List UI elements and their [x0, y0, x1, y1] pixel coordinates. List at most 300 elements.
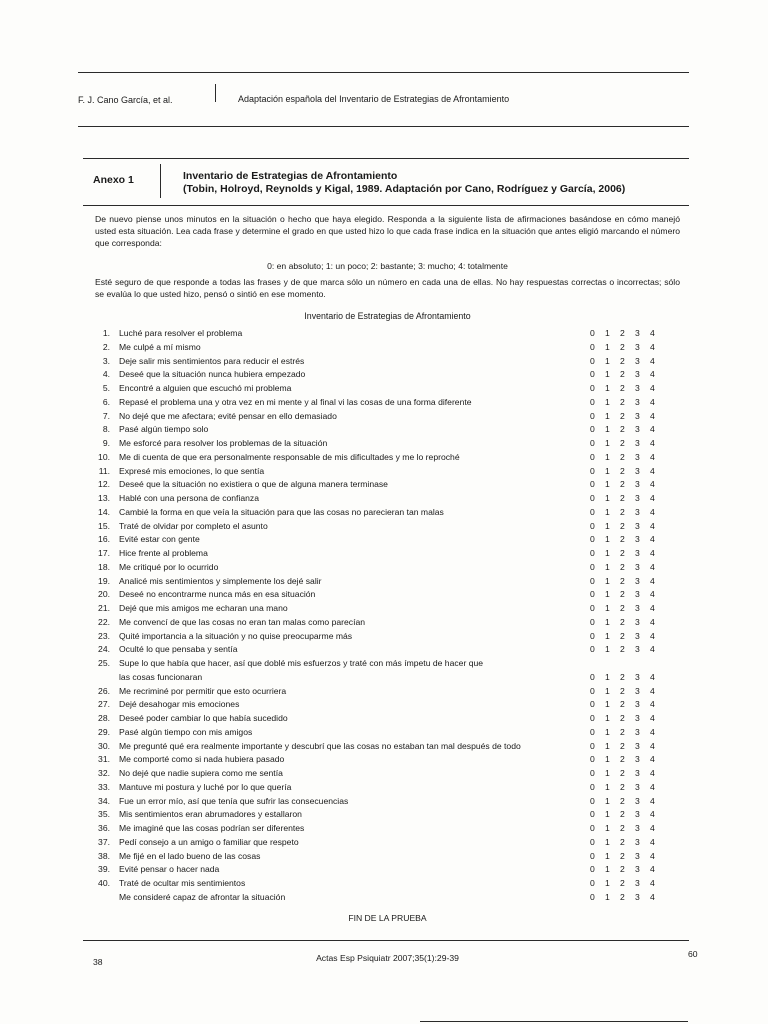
response-options[interactable]: [590, 631, 665, 641]
response-option-3[interactable]: 3: [635, 534, 640, 545]
response-option-2[interactable]: 2: [620, 850, 625, 861]
response-option-1[interactable]: 1: [605, 864, 610, 875]
response-option-3[interactable]: 3: [635, 479, 640, 490]
response-options[interactable]: [590, 768, 665, 778]
response-option-4[interactable]: 4: [650, 726, 655, 737]
response-option-1[interactable]: 1: [605, 699, 610, 710]
response-option-3[interactable]: 3: [635, 383, 640, 393]
item-text: Dejé desahogar mis emociones: [119, 699, 240, 710]
response-option-2[interactable]: 2: [620, 740, 625, 751]
response-option-2[interactable]: 2: [620, 781, 625, 792]
item-number: 23.: [98, 630, 110, 641]
response-options[interactable]: [590, 521, 665, 531]
item-text: Luché para resolver el problema: [119, 328, 243, 338]
response-option-2[interactable]: 2: [620, 878, 625, 888]
response-option-2[interactable]: 2: [620, 424, 625, 435]
response-option-3[interactable]: 3: [635, 795, 640, 806]
response-option-2[interactable]: 2: [620, 396, 625, 407]
response-option-1[interactable]: 1: [605, 341, 610, 352]
response-option-4[interactable]: 4: [650, 891, 655, 902]
response-option-3[interactable]: 3: [635, 644, 640, 655]
item-text: Hice frente al problema: [119, 548, 208, 558]
response-option-0[interactable]: 0: [590, 410, 595, 421]
response-option-0[interactable]: 0: [590, 754, 595, 765]
response-option-0[interactable]: 0: [590, 836, 595, 847]
response-option-0[interactable]: 0: [590, 424, 595, 435]
response-options[interactable]: [590, 878, 665, 888]
item-text: Me imaginé que las cosas podrían ser diferentes: [119, 823, 305, 833]
response-option-1[interactable]: 1: [605, 561, 610, 572]
response-option-3[interactable]: 3: [635, 850, 640, 861]
response-option-0[interactable]: 0: [590, 396, 595, 407]
response-option-0[interactable]: 0: [590, 506, 595, 517]
item-number: 34.: [98, 795, 110, 806]
response-option-4[interactable]: 4: [650, 355, 655, 366]
page-number-right: 60: [688, 949, 698, 959]
response-option-2[interactable]: 2: [620, 836, 625, 847]
response-options[interactable]: [590, 466, 665, 476]
response-option-2[interactable]: 2: [620, 891, 625, 902]
response-option-0[interactable]: 0: [590, 823, 595, 833]
response-option-1[interactable]: 1: [605, 809, 610, 820]
response-options[interactable]: [590, 837, 665, 847]
response-options[interactable]: [590, 644, 665, 654]
response-option-0[interactable]: 0: [590, 493, 595, 503]
response-option-0[interactable]: 0: [590, 713, 595, 723]
response-option-4[interactable]: 4: [650, 369, 655, 380]
response-option-2[interactable]: 2: [620, 575, 625, 586]
response-options[interactable]: [590, 851, 665, 861]
response-option-1[interactable]: 1: [605, 410, 610, 421]
response-option-0[interactable]: 0: [590, 671, 595, 682]
response-options[interactable]: [590, 548, 665, 558]
response-option-1[interactable]: 1: [605, 355, 610, 366]
response-option-2[interactable]: 2: [620, 383, 625, 393]
response-option-0[interactable]: 0: [590, 630, 595, 641]
annex-title-line2: (Tobin, Holroyd, Reynolds y Kigal, 1989. Adaptación por Cano, Rodríguez y García, 2006): [183, 183, 626, 195]
response-option-2[interactable]: 2: [620, 644, 625, 655]
response-option-3[interactable]: 3: [635, 864, 640, 875]
item-text: Quité importancia a la situación y no quise preocuparme más: [119, 630, 353, 641]
response-options[interactable]: [590, 782, 665, 792]
response-option-3[interactable]: 3: [635, 740, 640, 751]
item-text: No dejé que nadie supiera como me sentía: [119, 768, 283, 778]
response-option-0[interactable]: 0: [590, 740, 595, 751]
response-option-4[interactable]: 4: [650, 506, 655, 517]
response-option-0[interactable]: 0: [590, 369, 595, 380]
item-text: Hablé con una persona de confianza: [119, 493, 259, 503]
response-option-0[interactable]: 0: [590, 616, 595, 627]
response-option-4[interactable]: 4: [650, 534, 655, 545]
response-option-2[interactable]: 2: [620, 864, 625, 875]
response-options[interactable]: [590, 369, 665, 379]
response-option-3[interactable]: 3: [635, 836, 640, 847]
response-option-2[interactable]: 2: [620, 561, 625, 572]
response-option-2[interactable]: 2: [620, 479, 625, 490]
header-bottom-rule: [78, 126, 689, 127]
item-text: Pasé algún tiempo con mis amigos: [119, 726, 253, 737]
item-number: 19.: [98, 575, 110, 586]
response-option-0[interactable]: 0: [590, 534, 595, 545]
response-option-1[interactable]: 1: [605, 644, 610, 655]
response-option-4[interactable]: 4: [650, 699, 655, 710]
response-option-3[interactable]: 3: [635, 809, 640, 820]
response-options[interactable]: [590, 507, 665, 517]
response-option-1[interactable]: 1: [605, 369, 610, 380]
response-option-4[interactable]: 4: [650, 396, 655, 407]
response-option-3[interactable]: 3: [635, 616, 640, 627]
instructions-paragraph-1: De nuevo piense unos minutos en la situación o hecho que haya elegido. Responda a la siguiente lista de afirmaciones basándose en cómo manejó usted esta situación. Lea cada frase y determine el grado en que usted hizo lo que cada frase indica en la situación que antes eligió marcando el número que corresponda:: [95, 214, 680, 249]
response-option-0[interactable]: 0: [590, 341, 595, 352]
response-option-4[interactable]: 4: [650, 850, 655, 861]
item-number: 39.: [98, 864, 110, 875]
response-option-0[interactable]: 0: [590, 479, 595, 490]
response-option-0[interactable]: 0: [590, 589, 595, 600]
response-option-4[interactable]: 4: [650, 520, 655, 531]
response-option-3[interactable]: 3: [635, 438, 640, 448]
response-options[interactable]: [590, 754, 665, 764]
response-options[interactable]: [590, 383, 665, 393]
response-options[interactable]: [590, 493, 665, 503]
item-text: Expresé mis emociones, lo que sentía: [119, 465, 265, 476]
response-option-2[interactable]: 2: [620, 616, 625, 627]
item-number: 14.: [98, 506, 110, 517]
response-option-2[interactable]: 2: [620, 369, 625, 380]
response-option-2[interactable]: 2: [620, 823, 625, 833]
response-option-1[interactable]: 1: [605, 878, 610, 888]
response-option-2[interactable]: 2: [620, 671, 625, 682]
response-option-0[interactable]: 0: [590, 438, 595, 448]
response-option-1[interactable]: 1: [605, 383, 610, 393]
response-option-1[interactable]: 1: [605, 630, 610, 641]
response-option-4[interactable]: 4: [650, 878, 655, 888]
item-text: Supe lo que había que hacer, así que doblé mis esfuerzos y traté con más ímpetu de hacer que: [119, 658, 484, 668]
response-options[interactable]: [590, 603, 665, 613]
response-option-2[interactable]: 2: [620, 548, 625, 558]
item-number: 24.: [98, 644, 110, 655]
item-number: 20.: [98, 589, 110, 600]
response-option-4[interactable]: 4: [650, 616, 655, 627]
response-options[interactable]: [590, 589, 665, 599]
response-option-4[interactable]: 4: [650, 424, 655, 435]
item-text: Dejé que mis amigos me echaran una mano: [119, 603, 288, 613]
response-option-1[interactable]: 1: [605, 726, 610, 737]
response-option-3[interactable]: 3: [635, 465, 640, 476]
response-options[interactable]: [590, 864, 665, 874]
item-number: 13.: [98, 493, 110, 503]
response-option-2[interactable]: 2: [620, 451, 625, 462]
response-options[interactable]: [590, 617, 665, 627]
response-option-2[interactable]: 2: [620, 520, 625, 531]
response-option-1[interactable]: 1: [605, 603, 610, 613]
item-text: No dejé que me afectara; evité pensar en ello demasiado: [119, 410, 337, 421]
item-number: 32.: [98, 768, 110, 778]
response-option-1[interactable]: 1: [605, 754, 610, 765]
item-text: Traté de ocultar mis sentimientos: [119, 878, 246, 888]
response-option-2[interactable]: 2: [620, 726, 625, 737]
item-number: 16.: [98, 534, 110, 545]
response-option-1[interactable]: 1: [605, 465, 610, 476]
response-options[interactable]: [590, 411, 665, 421]
response-option-4[interactable]: 4: [650, 754, 655, 765]
response-option-0[interactable]: 0: [590, 575, 595, 586]
response-option-4[interactable]: 4: [650, 451, 655, 462]
response-options[interactable]: [590, 562, 665, 572]
response-option-3[interactable]: 3: [635, 726, 640, 737]
item-number: 1.: [102, 328, 110, 338]
response-options[interactable]: [590, 397, 665, 407]
response-option-1[interactable]: 1: [605, 685, 610, 696]
response-option-4[interactable]: 4: [650, 575, 655, 586]
response-option-3[interactable]: 3: [635, 520, 640, 531]
response-option-4[interactable]: 4: [650, 740, 655, 751]
response-option-0[interactable]: 0: [590, 548, 595, 558]
response-option-3[interactable]: 3: [635, 671, 640, 682]
response-option-2[interactable]: 2: [620, 809, 625, 820]
response-option-1[interactable]: 1: [605, 534, 610, 545]
response-option-0[interactable]: 0: [590, 864, 595, 875]
response-option-1[interactable]: 1: [605, 424, 610, 435]
response-option-1[interactable]: 1: [605, 713, 610, 723]
response-option-1[interactable]: 1: [605, 616, 610, 627]
response-option-4[interactable]: 4: [650, 410, 655, 421]
response-option-4[interactable]: 4: [650, 548, 655, 558]
annex-top-rule: [83, 158, 689, 159]
response-option-1[interactable]: 1: [605, 328, 610, 338]
response-options[interactable]: [590, 809, 665, 819]
response-options[interactable]: [590, 424, 665, 434]
response-option-2[interactable]: 2: [620, 589, 625, 600]
response-option-4[interactable]: 4: [650, 864, 655, 875]
response-option-1[interactable]: 1: [605, 850, 610, 861]
response-option-2[interactable]: 2: [620, 795, 625, 806]
response-option-4[interactable]: 4: [650, 438, 655, 448]
item-number: 15.: [98, 520, 110, 531]
response-options[interactable]: [590, 672, 665, 682]
response-option-0[interactable]: 0: [590, 726, 595, 737]
response-options[interactable]: [590, 823, 665, 833]
response-option-0[interactable]: 0: [590, 768, 595, 778]
response-option-0[interactable]: 0: [590, 603, 595, 613]
item-text: Me convencí de que las cosas no eran tan malas como parecían: [119, 616, 366, 627]
response-options[interactable]: [590, 438, 665, 448]
response-option-1[interactable]: 1: [605, 548, 610, 558]
item-number: 3.: [102, 355, 110, 366]
response-option-3[interactable]: 3: [635, 603, 640, 613]
response-option-3[interactable]: 3: [635, 369, 640, 380]
response-option-4[interactable]: 4: [650, 383, 655, 393]
response-option-4[interactable]: 4: [650, 465, 655, 476]
response-options[interactable]: [590, 452, 665, 462]
item-number: 29.: [98, 726, 110, 737]
response-option-1[interactable]: 1: [605, 795, 610, 806]
response-option-3[interactable]: 3: [635, 878, 640, 888]
response-option-3[interactable]: 3: [635, 355, 640, 366]
response-options[interactable]: [590, 727, 665, 737]
response-option-0[interactable]: 0: [590, 795, 595, 806]
response-option-0[interactable]: 0: [590, 685, 595, 696]
response-option-2[interactable]: 2: [620, 754, 625, 765]
running-head-author: F. J. Cano García, et al.: [78, 95, 173, 105]
response-option-3[interactable]: 3: [635, 891, 640, 902]
response-option-0[interactable]: 0: [590, 561, 595, 572]
response-option-3[interactable]: 3: [635, 589, 640, 600]
response-option-1[interactable]: 1: [605, 781, 610, 792]
response-option-0[interactable]: 0: [590, 809, 595, 820]
annex-bottom-rule: [83, 205, 689, 206]
response-option-4[interactable]: 4: [650, 671, 655, 682]
item-text: Me consideré capaz de afrontar la situación: [119, 891, 286, 902]
response-option-3[interactable]: 3: [635, 410, 640, 421]
response-option-1[interactable]: 1: [605, 506, 610, 517]
response-option-1[interactable]: 1: [605, 589, 610, 600]
response-option-0[interactable]: 0: [590, 520, 595, 531]
response-option-4[interactable]: 4: [650, 644, 655, 655]
response-option-3[interactable]: 3: [635, 548, 640, 558]
response-option-2[interactable]: 2: [620, 685, 625, 696]
item-number: 8.: [102, 424, 110, 435]
response-option-4[interactable]: 4: [650, 603, 655, 613]
response-option-3[interactable]: 3: [635, 575, 640, 586]
response-option-1[interactable]: 1: [605, 671, 610, 682]
response-option-2[interactable]: 2: [620, 493, 625, 503]
response-option-1[interactable]: 1: [605, 451, 610, 462]
annex-label: Anexo 1: [93, 174, 134, 186]
response-options[interactable]: [590, 328, 665, 338]
response-option-4[interactable]: 4: [650, 493, 655, 503]
response-option-0[interactable]: 0: [590, 878, 595, 888]
response-option-4[interactable]: 4: [650, 795, 655, 806]
response-option-2[interactable]: 2: [620, 341, 625, 352]
response-option-4[interactable]: 4: [650, 341, 655, 352]
item-text: Traté de olvidar por completo el asunto: [119, 520, 268, 531]
response-options[interactable]: [590, 892, 665, 902]
response-option-0[interactable]: 0: [590, 328, 595, 338]
response-option-4[interactable]: 4: [650, 479, 655, 490]
response-option-3[interactable]: 3: [635, 768, 640, 778]
response-option-2[interactable]: 2: [620, 465, 625, 476]
item-number: 4.: [102, 369, 110, 380]
response-option-0[interactable]: 0: [590, 465, 595, 476]
response-option-2[interactable]: 2: [620, 355, 625, 366]
item-number: 17.: [98, 548, 110, 558]
item-text: Fue un error mío, así que tenía que sufrir las consecuencias: [119, 795, 349, 806]
item-text: Cambié la forma en que veía la situación para que las cosas no parecieran tan malas: [119, 506, 444, 517]
item-text: Me recriminé por permitir que esto ocurriera: [119, 685, 287, 696]
response-option-1[interactable]: 1: [605, 438, 610, 448]
response-option-0[interactable]: 0: [590, 891, 595, 902]
item-text: Me comporté como si nada hubiera pasado: [119, 754, 285, 765]
response-option-2[interactable]: 2: [620, 699, 625, 710]
response-option-3[interactable]: 3: [635, 561, 640, 572]
response-option-2[interactable]: 2: [620, 768, 625, 778]
response-option-1[interactable]: 1: [605, 836, 610, 847]
item-text: Me esforcé para resolver los problemas de la situación: [119, 438, 328, 448]
response-option-3[interactable]: 3: [635, 424, 640, 435]
response-option-2[interactable]: 2: [620, 603, 625, 613]
response-options[interactable]: [590, 686, 665, 696]
response-option-3[interactable]: 3: [635, 506, 640, 517]
response-option-4[interactable]: 4: [650, 836, 655, 847]
response-option-4[interactable]: 4: [650, 809, 655, 820]
response-option-2[interactable]: 2: [620, 534, 625, 545]
response-option-3[interactable]: 3: [635, 823, 640, 833]
response-options[interactable]: [590, 699, 665, 709]
response-option-3[interactable]: 3: [635, 754, 640, 765]
response-option-1[interactable]: 1: [605, 520, 610, 531]
response-option-4[interactable]: 4: [650, 713, 655, 723]
response-option-0[interactable]: 0: [590, 850, 595, 861]
response-option-3[interactable]: 3: [635, 396, 640, 407]
response-options[interactable]: [590, 342, 665, 352]
response-option-3[interactable]: 3: [635, 451, 640, 462]
response-option-3[interactable]: 3: [635, 630, 640, 641]
response-option-1[interactable]: 1: [605, 740, 610, 751]
response-option-2[interactable]: 2: [620, 328, 625, 338]
response-options[interactable]: [590, 479, 665, 489]
response-options[interactable]: [590, 576, 665, 586]
response-option-3[interactable]: 3: [635, 713, 640, 723]
item-number: 30.: [98, 740, 110, 751]
response-option-1[interactable]: 1: [605, 493, 610, 503]
response-option-2[interactable]: 2: [620, 630, 625, 641]
response-option-3[interactable]: 3: [635, 685, 640, 696]
response-option-1[interactable]: 1: [605, 891, 610, 902]
response-option-4[interactable]: 4: [650, 781, 655, 792]
response-option-3[interactable]: 3: [635, 699, 640, 710]
response-option-3[interactable]: 3: [635, 341, 640, 352]
response-option-1[interactable]: 1: [605, 479, 610, 490]
item-text: Me fijé en el lado bueno de las cosas: [119, 850, 261, 861]
response-option-4[interactable]: 4: [650, 768, 655, 778]
response-option-4[interactable]: 4: [650, 589, 655, 600]
item-number: 2.: [102, 341, 110, 352]
response-option-3[interactable]: 3: [635, 781, 640, 792]
response-option-4[interactable]: 4: [650, 685, 655, 696]
item-text: Pasé algún tiempo solo: [119, 424, 209, 435]
item-text: Analicé mis sentimientos y simplemente los dejé salir: [119, 575, 322, 586]
response-option-4[interactable]: 4: [650, 823, 655, 833]
response-option-3[interactable]: 3: [635, 493, 640, 503]
response-option-0[interactable]: 0: [590, 355, 595, 366]
response-options[interactable]: [590, 713, 665, 723]
item-text: Deseé no encontrarme nunca más en esa situación: [119, 589, 316, 600]
response-options[interactable]: [590, 741, 665, 751]
response-options[interactable]: [590, 356, 665, 366]
response-option-1[interactable]: 1: [605, 575, 610, 586]
response-option-2[interactable]: 2: [620, 506, 625, 517]
response-option-1[interactable]: 1: [605, 396, 610, 407]
response-option-0[interactable]: 0: [590, 781, 595, 792]
response-option-2[interactable]: 2: [620, 438, 625, 448]
response-options[interactable]: [590, 796, 665, 806]
response-option-4[interactable]: 4: [650, 630, 655, 641]
response-option-0[interactable]: 0: [590, 383, 595, 393]
item-text: Me culpé a mí mismo: [119, 341, 201, 352]
response-option-0[interactable]: 0: [590, 644, 595, 655]
item-text: Mis sentimientos eran abrumadores y estallaron: [119, 809, 302, 820]
response-option-2[interactable]: 2: [620, 713, 625, 723]
response-option-2[interactable]: 2: [620, 410, 625, 421]
response-option-1[interactable]: 1: [605, 768, 610, 778]
response-options[interactable]: [590, 534, 665, 544]
response-option-4[interactable]: 4: [650, 561, 655, 572]
response-option-1[interactable]: 1: [605, 823, 610, 833]
response-option-0[interactable]: 0: [590, 451, 595, 462]
response-option-3[interactable]: 3: [635, 328, 640, 338]
response-option-4[interactable]: 4: [650, 328, 655, 338]
response-option-0[interactable]: 0: [590, 699, 595, 710]
